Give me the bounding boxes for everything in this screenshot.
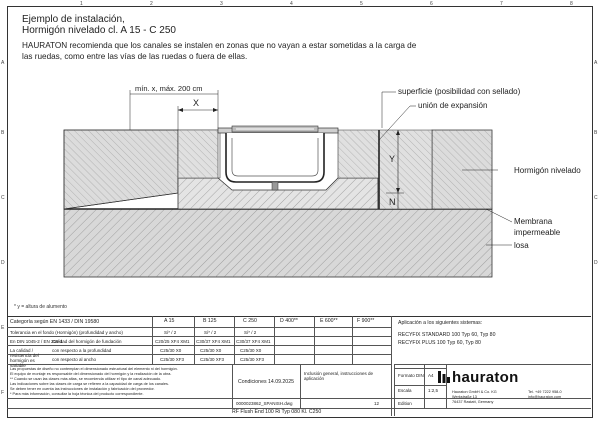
- grid-row-label: C: [594, 195, 598, 201]
- row3-label: En DIN 1045-2 / EN 206-1: [10, 339, 63, 344]
- grid-row-label: D: [594, 260, 598, 266]
- grid-col-label: 2: [150, 1, 153, 7]
- contact-line-2: info@hauraton.com: [528, 395, 562, 399]
- row4a-value: C25/30 X0: [240, 348, 262, 353]
- company-line-1: Hauraton GmbH & Co. KG: [452, 390, 497, 394]
- conditions-label: Condiciones: [238, 379, 267, 385]
- callout-slab: losa: [514, 241, 529, 250]
- row4a-value: C25/30 X0: [200, 348, 222, 353]
- grid-row-label: B: [1, 130, 5, 136]
- format-value: A4: [428, 373, 434, 378]
- callout-surface: superficie (posibilidad con sellado): [398, 87, 521, 96]
- grid-col-label: 3: [220, 1, 223, 7]
- footnote: * y = altura de alumento: [14, 304, 67, 310]
- drainage-channel: [218, 126, 338, 190]
- row4b-value: C25/30 XF3: [200, 357, 225, 362]
- class-d400: D 400**: [280, 318, 298, 324]
- row2-value: Sí* / 2: [204, 330, 217, 335]
- class-c250: C 250: [243, 318, 257, 324]
- company-line-3: 76437 Rastatt, Germany: [452, 400, 494, 404]
- row4b-value: C25/30 XF3: [160, 357, 185, 362]
- title-line-1: Ejemplo de instalación,: [22, 14, 125, 25]
- company-line-2: Werkstraße 13: [452, 395, 477, 399]
- callout-membrane: Membrana: [514, 217, 553, 226]
- n-dimension-label: N: [389, 197, 396, 207]
- scale-label: Escala: [398, 388, 412, 393]
- grid-col-label: 6: [430, 1, 433, 7]
- row3a-label: Calidad del hormigón de fundación: [52, 339, 122, 344]
- application-label: Aplicación a los siguientes sistemas:: [398, 320, 483, 326]
- grid-row-label: A: [594, 60, 598, 66]
- class-row-label: Categoría según EN 1433 / DIN 19580: [10, 319, 100, 325]
- grid-row-label: A: [1, 60, 5, 66]
- row3a-value: C30/37 XF4 XM1: [196, 339, 231, 344]
- grid-col-label: 4: [290, 1, 293, 7]
- class-a15: A 15: [164, 318, 175, 324]
- row4b-label: con respecto al ancho: [52, 357, 97, 362]
- grid-col-label: 5: [360, 1, 363, 7]
- hauraton-logo-icon: [438, 371, 450, 383]
- row3a-value: C20/25 XF4 XM1: [155, 339, 190, 344]
- notes-label: Inclusión general, instrucciones de aplicación: [304, 371, 374, 381]
- sheet-number: 12: [374, 401, 380, 406]
- row2-label: Tolerancia en el fondo (Hormigón) (profundidad y ancho): [10, 330, 123, 335]
- grid-row-label: F: [1, 390, 5, 396]
- callout-concrete: Hormigón nivelado: [514, 166, 581, 175]
- installation-description: HAURATON recomienda que los canales se instalen en zonas que no vayan a estar sometidas a la carga de las ruedas, como entre las vías de las ruedas o fuera de ellas.: [22, 41, 417, 61]
- format-label: Formato DIN: [398, 373, 424, 378]
- reference: RF Flush End 100 Ri Typ 080 Kl. C250: [232, 409, 322, 415]
- title-line-2: Hormigón nivelado cl. A 15 - C 250: [22, 25, 176, 36]
- class-e600: E 600**: [320, 318, 338, 324]
- callout-membrane-2: impermeable: [514, 228, 561, 237]
- hauraton-logo: hauraton: [452, 369, 519, 386]
- grid-col-label: 1: [80, 1, 83, 7]
- class-b125: B 125: [203, 318, 217, 324]
- system-2: RECYFIX PLUS 100 Typ 60, Typ 80: [398, 340, 481, 346]
- grid-row-label: D: [1, 260, 5, 266]
- row4-label: La calidad / resistencia del hormigón es variable: [10, 348, 39, 368]
- grid-col-label: 8: [570, 1, 573, 7]
- grid-col-label: 7: [500, 1, 503, 7]
- x-dimension-label: X: [193, 98, 200, 108]
- class-f900: F 900**: [357, 318, 375, 324]
- edition-label: Edition: [398, 401, 412, 406]
- grid-row-label: E: [1, 325, 5, 331]
- row4a-value: C25/30 X0: [160, 348, 182, 353]
- grid-row-label: C: [1, 195, 5, 201]
- date: 14.09.2025: [268, 379, 294, 385]
- row2-value: Sí* / 2: [164, 330, 177, 335]
- system-1: RECYFIX STANDARD 100 Typ 60, Typ 80: [398, 332, 496, 338]
- dimension-label: mín. x, máx. 200 cm: [135, 84, 203, 93]
- y-dimension-label: Y: [389, 154, 396, 164]
- drawing-number: 0000023862_SPANISH.dwg: [236, 401, 293, 406]
- scale-value: 1:2,5: [428, 388, 439, 393]
- callout-joint: unión de expansión: [418, 101, 488, 110]
- row3a-value: C30/37 XF4 XM1: [236, 339, 271, 344]
- small-print: Las propuestas de diseño no contemplan el dimensionado estructural del elemento ni del hormigón. El equipo de montaje es responsable del dimensionado del hormigón y la realización de la obra. ** Cuando se usan las clases más altas, se recomienda utilizar el tipo de canal adecuado. Las indicaciones sobre las clases de carga se refieren a la capacidad de carga de los canales. Se deben tener en cuenta las instrucciones de instalación y fabricación del proveedor. * Para más información, consultar la hoja técnica del producto correspondiente.: [10, 367, 178, 396]
- grid-row-label: B: [594, 130, 598, 136]
- row4b-value: C25/30 XF3: [240, 357, 265, 362]
- contact-line-1: Tel. +49 7222 958-0: [528, 390, 562, 394]
- row2-value: Sí* / 2: [244, 330, 257, 335]
- row4a-label: con respecto a la profundidad: [52, 348, 112, 353]
